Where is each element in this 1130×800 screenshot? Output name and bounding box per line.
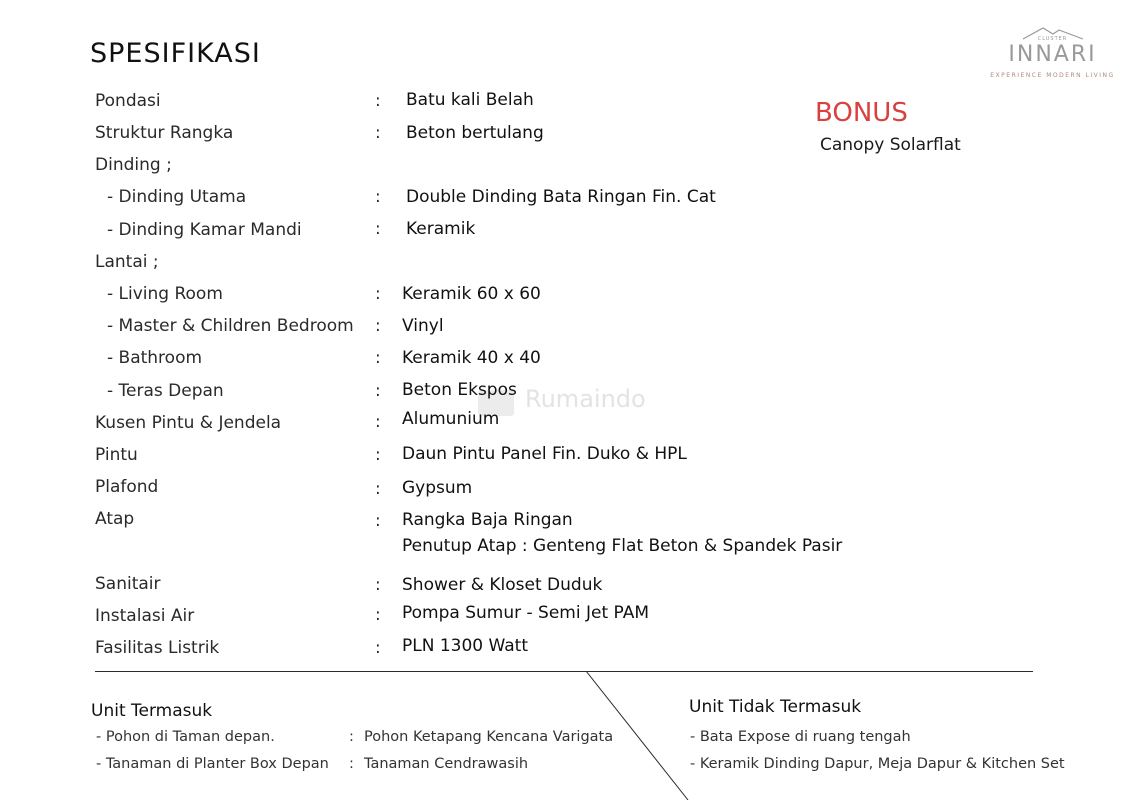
logo-name: INNARI (1008, 42, 1097, 67)
innari-logo (985, 26, 1120, 82)
spec-group-label: Dinding ; (95, 155, 172, 175)
spec-value: Beton Ekspos (402, 380, 517, 400)
spec-label: - Bathroom (107, 348, 203, 368)
logo-tagline: EXPERIENCE MODERN LIVING (990, 72, 1115, 79)
spec-colon: : (375, 445, 381, 465)
spec-colon: : (375, 348, 381, 368)
spec-colon: : (375, 316, 381, 336)
spec-colon: : (375, 511, 381, 531)
spec-colon: : (375, 123, 381, 143)
spec-colon: : (375, 412, 381, 432)
spec-value: Rangka Baja Ringan (402, 510, 573, 530)
spec-value: Shower & Kloset Duduk (402, 575, 603, 595)
spec-label: Pondasi (95, 91, 161, 111)
logo-small-text: CLUSTER (1037, 36, 1068, 42)
included-item-value: Pohon Ketapang Kencana Varigata (364, 729, 614, 745)
excluded-item: - Keramik Dinding Dapur, Meja Dapur & Kitchen Set (690, 756, 1065, 772)
spec-colon: : (375, 219, 381, 239)
included-item-colon: : (349, 756, 354, 772)
spec-label: Struktur Rangka (95, 123, 234, 143)
spec-label: - Master & Children Bedroom (107, 316, 354, 336)
spec-colon: : (375, 381, 381, 401)
spec-value: Beton bertulang (406, 123, 544, 143)
spec-label: Instalasi Air (95, 606, 195, 626)
spec-label: - Dinding Kamar Mandi (107, 220, 302, 240)
included-title: Unit Termasuk (91, 701, 213, 721)
spec-value: Batu kali Belah (406, 90, 534, 110)
spec-value: PLN 1300 Watt (402, 636, 528, 656)
page-title: SPESIFIKASI (90, 38, 261, 69)
included-item-label: - Pohon di Taman depan. (96, 729, 275, 745)
spec-group-label: Lantai ; (95, 252, 159, 272)
bonus-title: BONUS (815, 98, 908, 128)
spec-value: Alumunium (402, 409, 500, 429)
spec-value: Keramik 40 x 40 (402, 348, 541, 368)
spec-colon: : (375, 91, 381, 111)
spec-value: Gypsum (402, 478, 473, 498)
spec-value: Daun Pintu Panel Fin. Duko & HPL (402, 444, 687, 464)
spec-label: Sanitair (95, 574, 161, 594)
spec-value: Keramik 60 x 60 (402, 284, 541, 304)
spec-label: Pintu (95, 445, 138, 465)
spec-colon: : (375, 638, 381, 658)
spec-label: Fasilitas Listrik (95, 638, 220, 658)
spec-label: Plafond (95, 477, 159, 497)
spec-colon: : (375, 284, 381, 304)
section-divider (95, 671, 1033, 672)
spec-colon: : (375, 605, 381, 625)
included-item-label: - Tanaman di Planter Box Depan (96, 756, 329, 772)
spec-label: - Teras Depan (107, 381, 224, 401)
included-item-value: Tanaman Cendrawasih (364, 756, 529, 772)
spec-value: Pompa Sumur - Semi Jet PAM (402, 603, 649, 623)
spec-value-secondary: Penutup Atap : Genteng Flat Beton & Spandek Pasir (402, 536, 843, 556)
excluded-item: - Bata Expose di ruang tengah (690, 729, 911, 745)
spec-label: - Dinding Utama (107, 187, 247, 207)
spec-colon: : (375, 479, 381, 499)
spec-label: Atap (95, 509, 135, 529)
watermark-text: Rumaindo (525, 385, 646, 413)
spec-colon: : (375, 575, 381, 595)
included-item-colon: : (349, 729, 354, 745)
excluded-title: Unit Tidak Termasuk (689, 697, 862, 717)
spec-value: Vinyl (402, 316, 444, 336)
spec-label: - Living Room (107, 284, 223, 304)
spec-label: Kusen Pintu & Jendela (95, 413, 282, 433)
bonus-item: Canopy Solarflat (820, 135, 961, 155)
spec-value: Keramik (406, 219, 476, 239)
spec-colon: : (375, 187, 381, 207)
spec-value: Double Dinding Bata Ringan Fin. Cat (406, 187, 716, 207)
